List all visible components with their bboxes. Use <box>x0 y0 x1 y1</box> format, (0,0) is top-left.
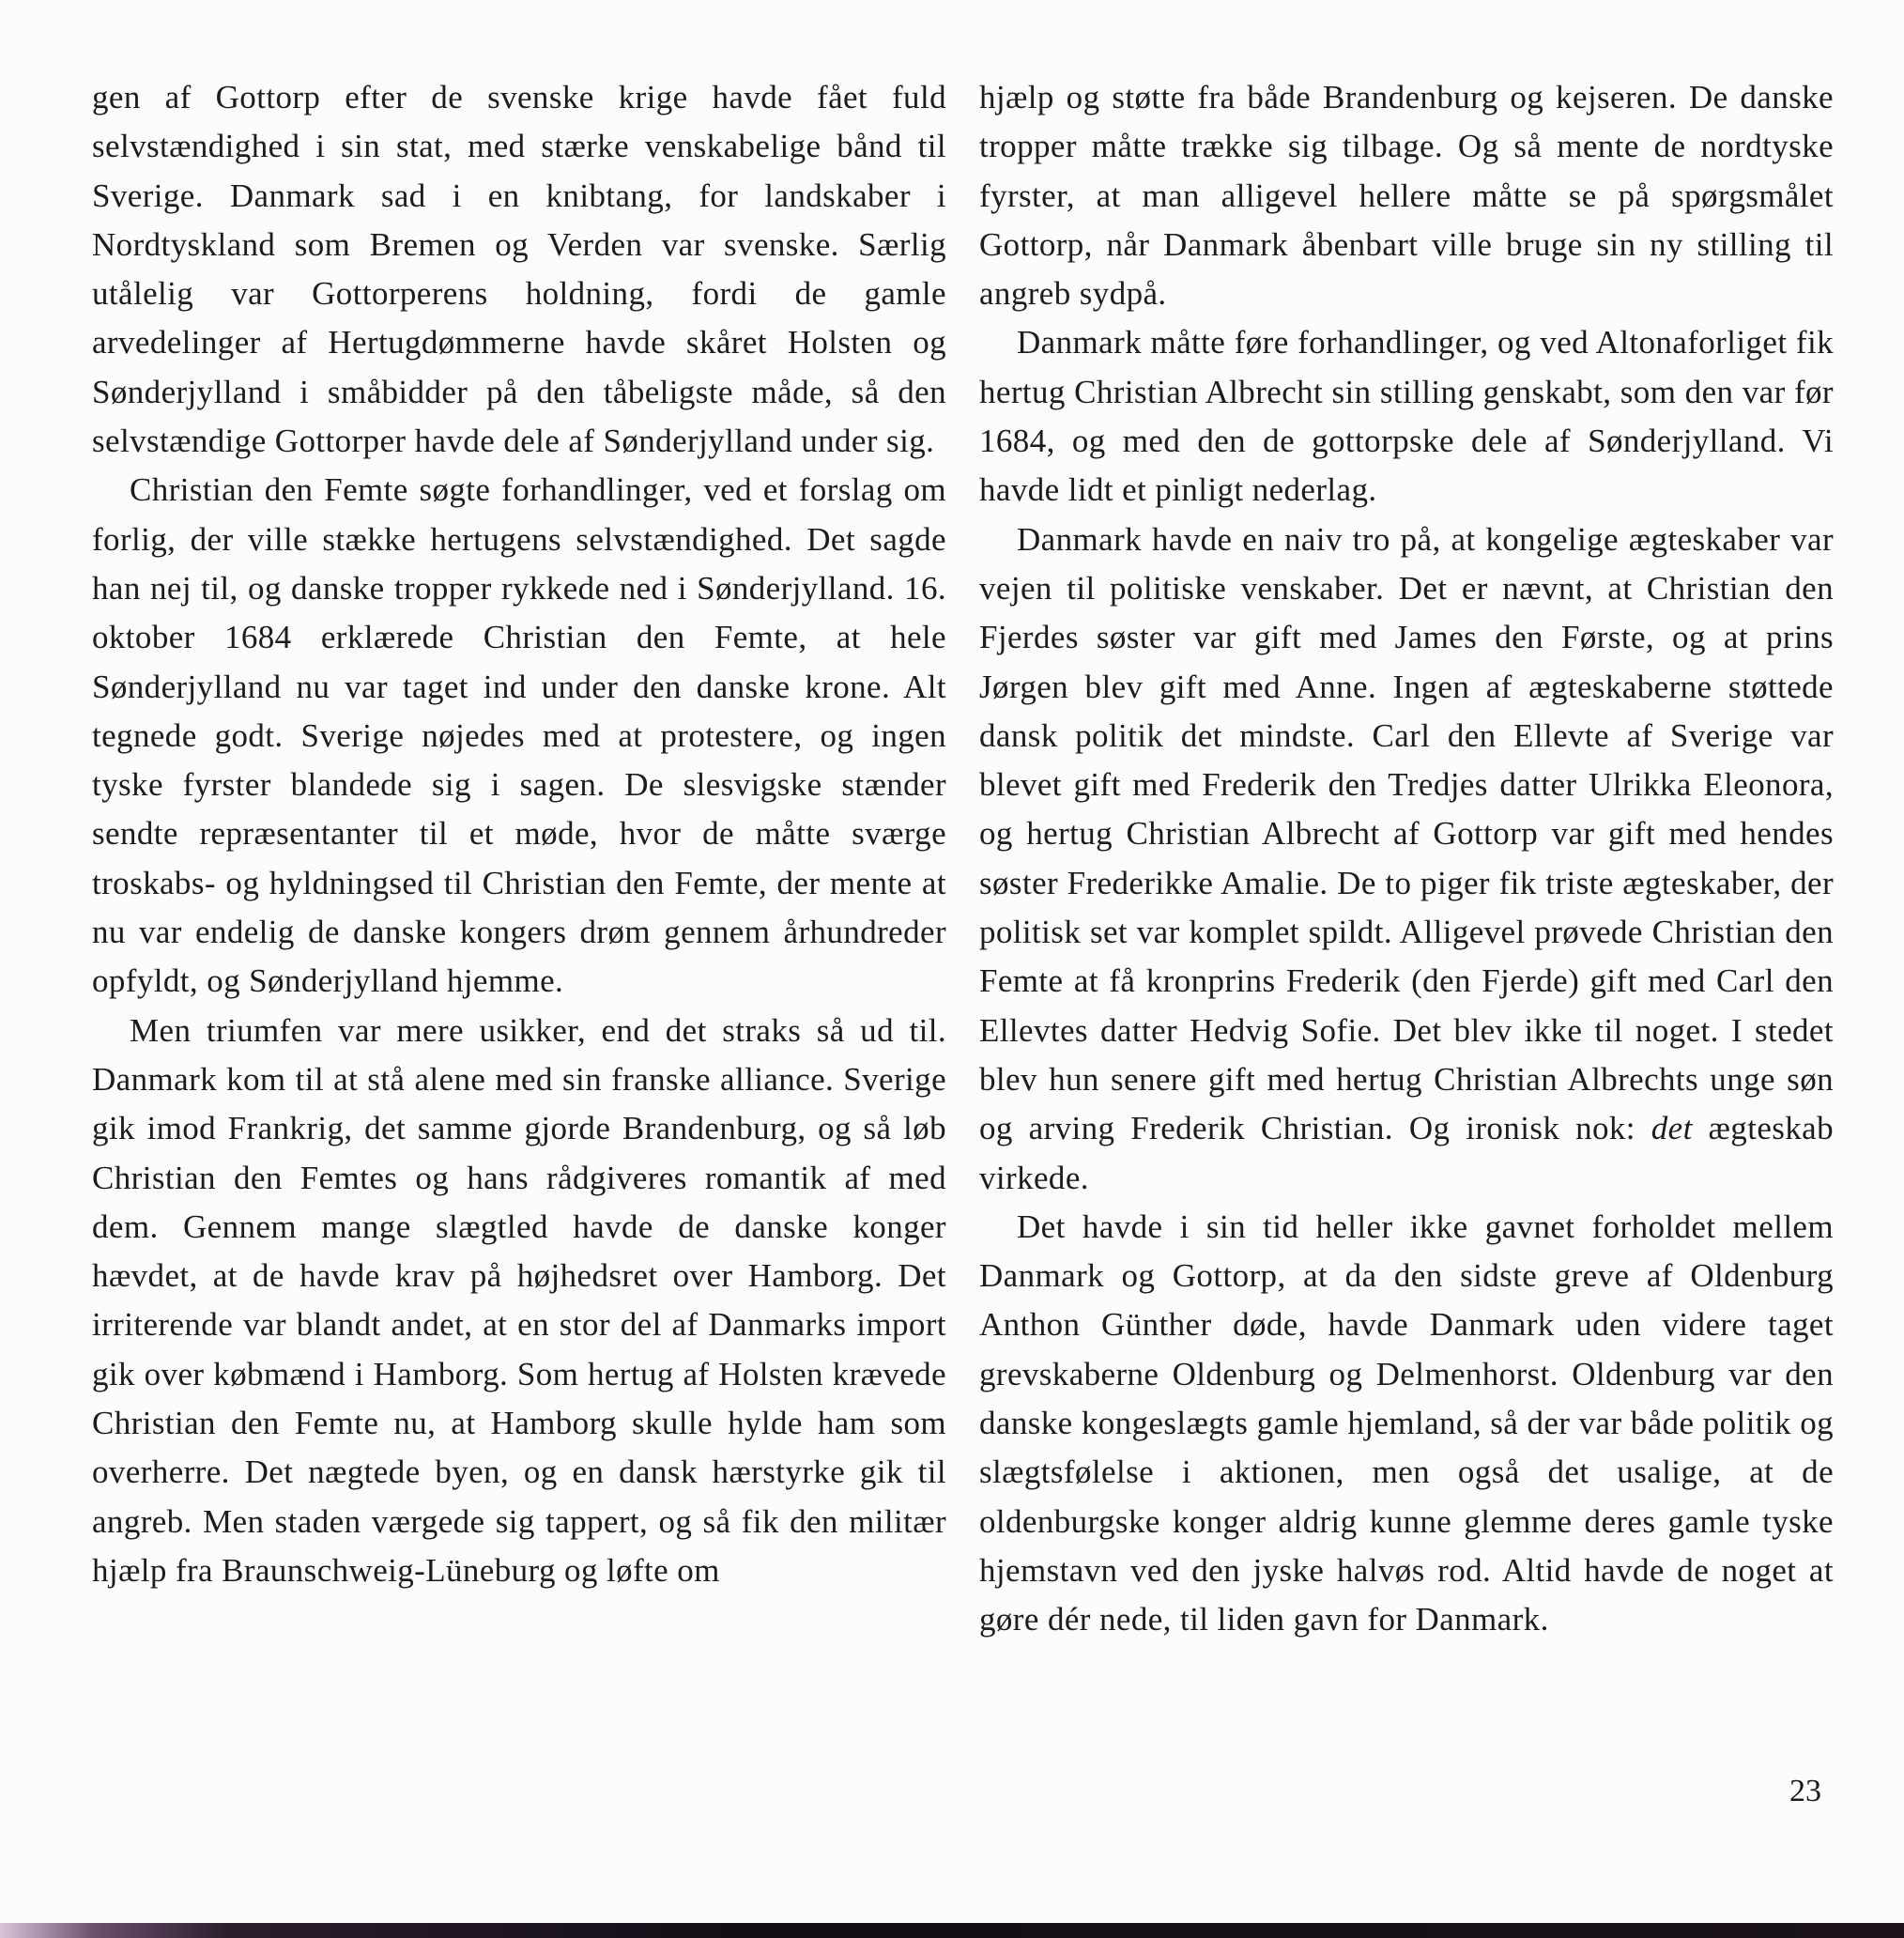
paragraph: gen af Gottorp efter de svenske krige havde fået fuld selvstændighed i sin stat, med stærke venskabelige bånd til Sverige. Danmark sad i en knibtang, for landskaber i Nordtyskland som Bremen og Verden var svenske. Særlig utålelig var Gottorperens holdning, fordi de gamle arvedelinger af Hertugdømmerne havde skåret Holsten og Sønderjylland i småbidder på den tåbeligste måde, så den selvstændige Gottorper havde dele af Sønderjylland under sig. <box>92 79 946 460</box>
paragraph: Men triumfen var mere usikker, end det straks så ud til. Danmark kom til at stå alene med sin franske alliance. Sverige gik imod Frankrig, det samme gjorde Brandenburg, og så løb Christian den Femtes og hans rådgiveres romantik af med dem. Gennem mange slægtled havde de danske konger hævdet, at de havde krav på højhedsret over Hamborg. Det irriterende var blandt andet, at en stor del af Danmarks import gik over købmænd i Hamborg. Som hertug af Holsten krævede Christian den Femte nu, at Hamborg skulle hylde ham som overherre. Det nægtede byen, og en dansk hærstyrke gik til angreb. Men staden værgede sig tappert, og så fik den militær hjælp fra Braunschweig-Lüneburg og løfte om <box>92 1011 946 1589</box>
right-text-column <box>979 73 1834 1645</box>
paragraph: Danmark måtte føre forhandlinger, og ved Altonaforliget fik hertug Christian Albrecht sin stilling genskabt, som den var før 1684, og med den de gottorpske dele af Sønderjylland. Vi havde lidt et pinligt nederlag. <box>979 324 1834 509</box>
paragraph: Det havde i sin tid heller ikke gavnet forholdet mellem Danmark og Gottorp, at da den sidste greve af Oldenburg Anthon Günther døde, havde Danmark uden videre taget grevskaberne Oldenburg og Delmenhorst. Oldenburg var den danske kongeslægts gamle hjemland, så der var både politik og slægtsfølelse i aktionen, men også det usalige, at de oldenburgske konger aldrig kunne glemme deres gamle tyske hjemstavn ved den jyske halvøs rod. Altid havde de noget at gøre dér nede, til liden gavn for Danmark. <box>979 1207 1834 1638</box>
page-number: 23 <box>1789 1774 1821 1808</box>
paragraph <box>979 515 1834 1203</box>
ironic-line-suffix: ægteskab virkede. <box>979 1110 1835 1196</box>
paragraph-text: Danmark havde en naiv tro på, at kongelige ægteskaber var vejen til politiske venskaber. Det er nævnt, at Christian den Fjerdes søster var gift med James den Første, og at prins Jørgen blev gift med Anne. Ingen af ægteskaberne støttede dansk politik det mindste. Carl den Ellevte af Sverige var blevet gift med Frederik den Tredjes datter Ulrikka Eleonora, og hertug Christian Albrecht af Gottorp var gift med hendes søster Frederikke Amalie. De to piger fik triste ægteskaber, der politisk set var komplet spildt. Alligevel prøvede Christian den Femte at få kronprins Frederik (den Fjerde) gift med Carl den Ellevtes datter Hedvig Sofie. Det blev ikke til noget. I stedet blev hun senere gift med hertug Christian Albrechts unge søn og arving Frederik Christian. <box>979 520 1834 1147</box>
scan-edge-strip <box>0 1923 1904 1938</box>
paragraph: hjælp og støtte fra både Brandenburg og kejseren. De danske tropper måtte trække sig tilbage. Og så mente de nordtyske fyrster, at man alligevel hellere måtte se på spørgsmålet Gottorp, når Danmark åbenbart ville bruge sin ny stilling til angreb sydpå. <box>979 79 1834 313</box>
left-text-column <box>92 73 946 1595</box>
emphasized-word: det <box>1651 1110 1693 1147</box>
ironic-line-prefix: Og ironisk nok: <box>1408 1110 1651 1147</box>
paragraph: Christian den Femte søgte forhandlinger, ved et forslag om forlig, der ville stække hertugens selvstændighed. Det sagde han nej til, og danske tropper rykkede ned i Sønderjylland. 16. oktober 1684 erklærede Christian den Femte, at hele Sønderjylland nu var taget ind under den danske krone. Alt tegnede godt. Sverige nøjedes med at protestere, og ingen tyske fyrster blandede sig i sagen. De slesvigske stænder sendte repræsentanter til et møde, hvor de måtte sværge troskabs- og hyldningsed til Christian den Femte, der mente at nu var endelig de danske kongers drøm gennem århundreder opfyldt, og Sønderjylland hjemme. <box>92 471 946 1000</box>
